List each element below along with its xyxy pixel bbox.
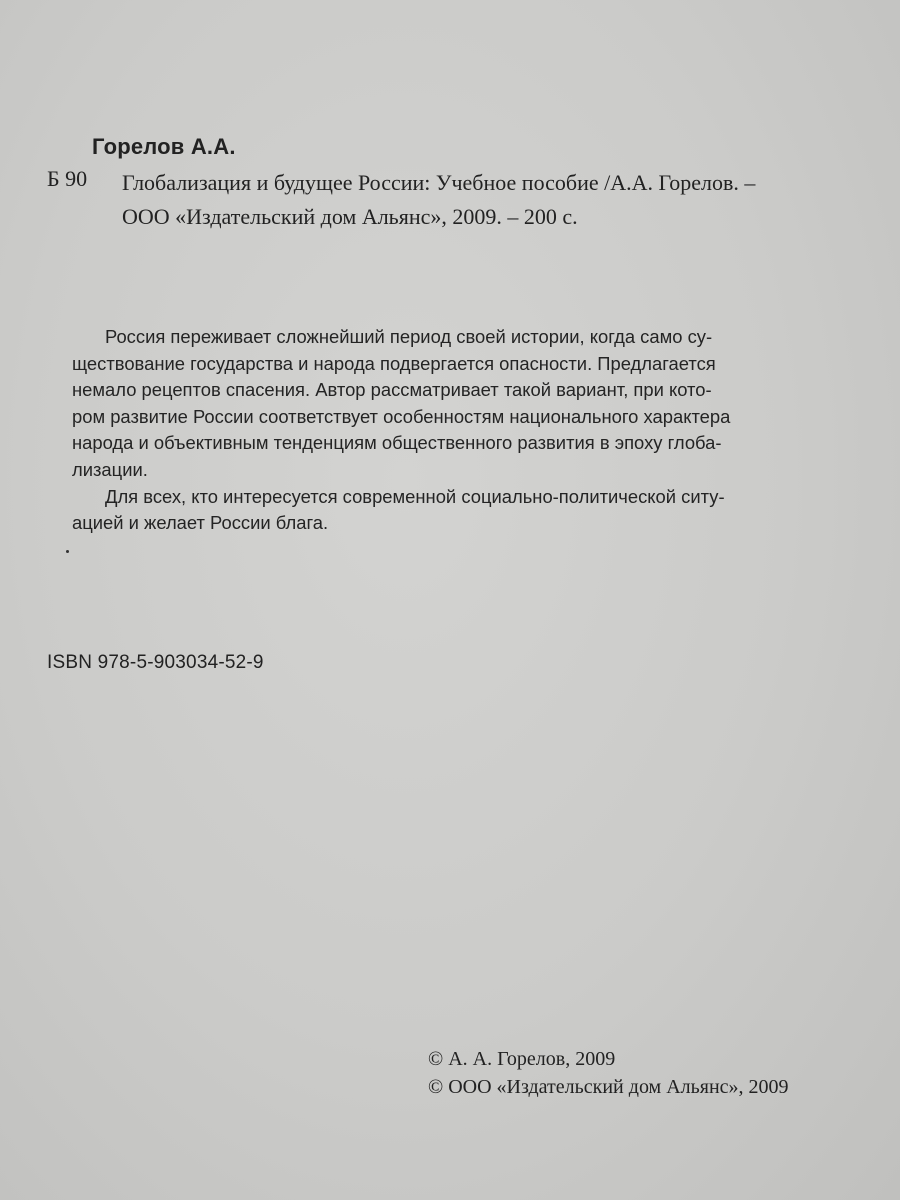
bibliographic-description: [122, 166, 842, 234]
annotation-line: Россия переживает сложнейший период своей истории, когда само су-: [105, 326, 713, 347]
classification-code: Б 90: [47, 166, 88, 191]
copyright-line: © ООО «Издательский дом Альянс», 2009: [428, 1076, 789, 1098]
annotation-line: народа и объективным тенденциям общественного развития в эпоху глоба-: [72, 432, 722, 454]
annotation: [72, 324, 852, 537]
annotation-line: немало рецептов спасения. Автор рассматривает такой вариант, при кото-: [72, 379, 712, 401]
annotation-line: ром развитие России соответствует особенностям национального характера: [72, 405, 731, 427]
annotation-line: ацией и желает России блага.: [72, 512, 329, 534]
bibliographic-line: ООО «Издательский дом Альянс», 2009. – 200 с.: [122, 204, 578, 229]
copyright-block: [428, 1045, 789, 1101]
bibliographic-line: Глобализация и будущее России: Учебное пособие /А.А. Горелов. –: [122, 170, 756, 195]
author-name: Горелов А.А.: [92, 134, 236, 159]
annotation-line: ществование государства и народа подвергается опасности. Предлагается: [72, 352, 716, 374]
print-speck: [66, 550, 69, 553]
copyright-line: © А. А. Горелов, 2009: [428, 1048, 616, 1070]
annotation-line: Для всех, кто интересуется современной социально-политической ситу-: [105, 485, 725, 507]
isbn: ISBN 978-5-903034-52-9: [47, 652, 264, 673]
annotation-line: лизации.: [72, 458, 148, 480]
